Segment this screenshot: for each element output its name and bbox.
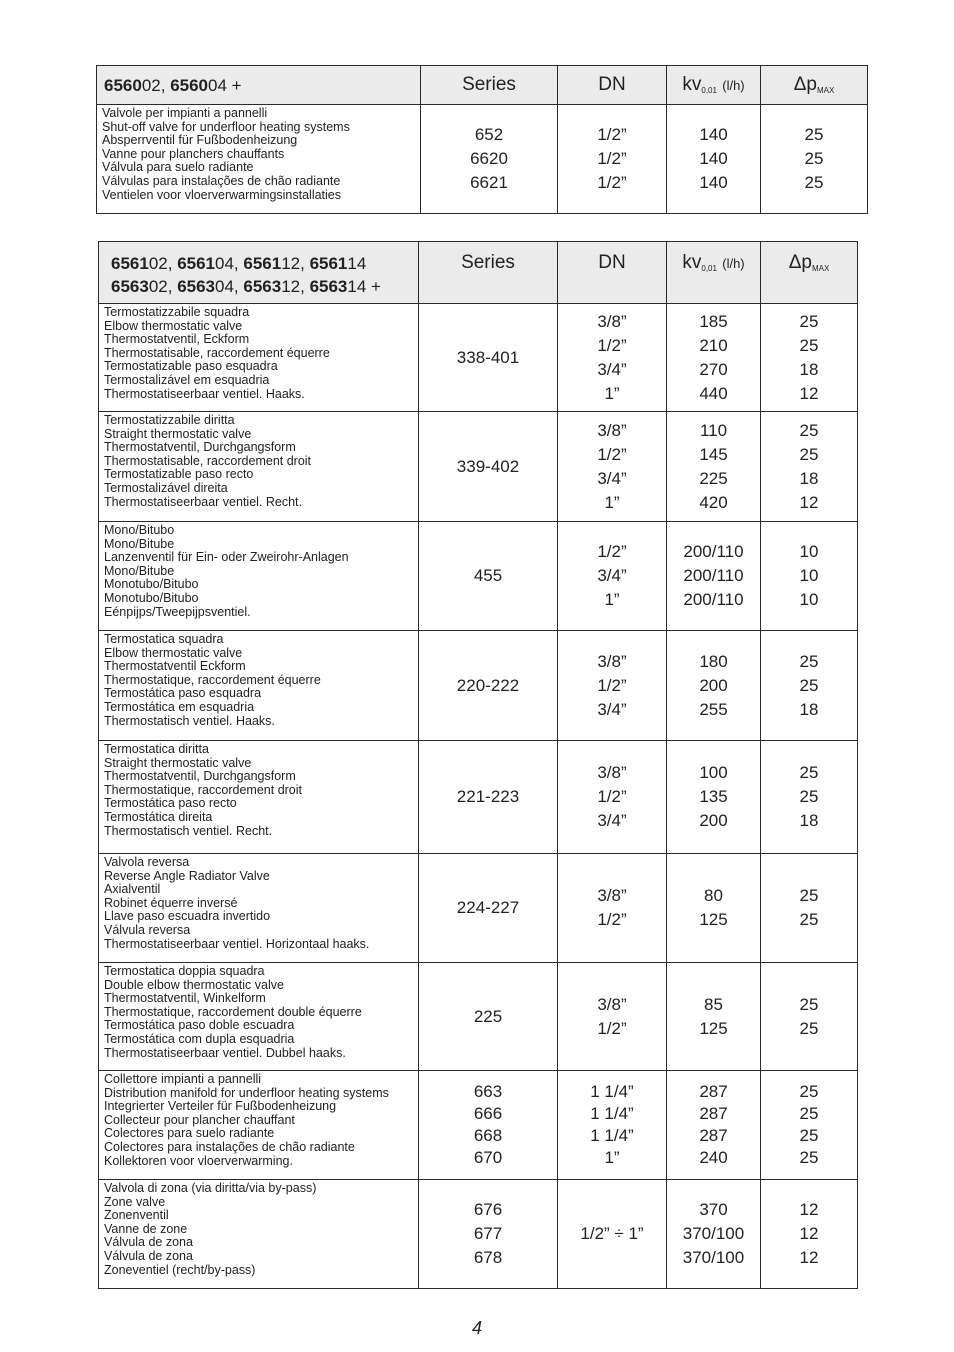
title-code-bold: 6560 xyxy=(104,75,142,95)
title-code-bold: 6563 xyxy=(177,276,216,296)
title-code-bold: 6561 xyxy=(177,253,216,273)
title-code-bold: 6563 xyxy=(243,276,282,296)
table-header-row xyxy=(99,242,858,304)
description-cell-line: Válvula reversa xyxy=(104,922,191,937)
description-cell-line: Zoneventiel (recht/by-pass) xyxy=(104,1262,256,1277)
description-cell xyxy=(99,631,419,741)
description-cell-line: Termostatizzabile diritta xyxy=(104,413,235,427)
dp-cell xyxy=(761,963,858,1071)
dp-cell-line: 25 xyxy=(799,675,819,695)
dn-cell xyxy=(558,105,667,214)
dn-cell-line: 1/2” xyxy=(597,910,627,929)
kv-cell-line: 225 xyxy=(699,468,728,488)
dp-cell-line: 25 xyxy=(799,1104,819,1124)
description-cell xyxy=(99,1180,419,1289)
dp-cell-line: 10 xyxy=(799,566,819,585)
table-title-line-2 xyxy=(111,275,418,298)
dp-header: $\Delta p_{MAX}$ xyxy=(761,66,868,105)
table-6560 xyxy=(96,65,868,214)
description-cell-line: Termostalizável direita xyxy=(104,480,228,495)
description-cell-line: Monotubo/Bitubo xyxy=(104,577,199,592)
description-cell-line: Termostatica diritta xyxy=(104,742,209,756)
description-cell-line: Thermostatique, raccordement double équerre xyxy=(104,1004,362,1019)
table-title xyxy=(97,66,421,105)
title-code-suffix: 14 xyxy=(347,253,367,273)
dp-cell-line: 25 xyxy=(804,125,824,144)
dn-cell-line: 1/2” xyxy=(597,542,627,561)
kv-cell-line: 140 xyxy=(699,125,728,144)
description-cell-line: Elbow thermostatic valve xyxy=(104,318,243,333)
series-cell-line: 6620 xyxy=(470,149,508,168)
kv-cell-line: 80 xyxy=(704,886,723,905)
kv-cell-line: 180 xyxy=(699,651,728,671)
series-cell-line: 225 xyxy=(473,1006,503,1026)
dp-cell xyxy=(761,741,858,854)
dn-cell xyxy=(558,304,667,412)
description-cell-line: Collettore impianti a pannelli xyxy=(104,1072,262,1086)
series-cell-line: 677 xyxy=(473,1224,503,1243)
title-code-bold: 6563 xyxy=(309,276,348,296)
series-cell-line: 455 xyxy=(473,566,503,585)
dp-cell xyxy=(761,105,868,214)
dn-cell xyxy=(558,631,667,741)
dn-cell xyxy=(558,741,667,854)
dn-cell xyxy=(558,1180,667,1289)
kv-cell-line: 287 xyxy=(699,1082,728,1102)
title-code-bold: 6561 xyxy=(309,253,348,273)
dn-cell-line: 1” xyxy=(604,590,620,609)
dn-cell-line: 3/8” xyxy=(597,311,627,331)
dp-cell-line: 25 xyxy=(799,651,819,671)
dp-cell xyxy=(761,854,858,963)
series-cell-line: 221-223 xyxy=(456,787,520,806)
description-cell-line: Thermostatventil, Durchgangsform xyxy=(104,440,296,455)
kv-cell-line: 140 xyxy=(699,149,728,168)
kv-cell xyxy=(667,741,761,854)
description-cell-line: Thermostatisable, raccordement droit xyxy=(104,453,312,468)
description-cell-line: Valvola reversa xyxy=(104,855,190,869)
description-cell-line: Valvola di zona (via diritta/via by-pass) xyxy=(104,1181,317,1195)
dn-cell-line: 3/8” xyxy=(597,420,627,440)
dp-cell-line: 18 xyxy=(799,468,819,488)
dp-cell-line: 25 xyxy=(799,1082,819,1102)
series-cell-line: 666 xyxy=(473,1104,503,1124)
series-cell xyxy=(421,105,558,214)
description-cell-line: Integrierter Verteiler für Fußbodenheizung xyxy=(104,1099,337,1114)
description-cell-line: Mono/Bitubo xyxy=(104,523,175,537)
description-cell-line: Termostática com dupla esquadria xyxy=(104,1031,295,1046)
description-cell xyxy=(99,304,419,412)
description-cell-line: Valvole per impianti a pannelli xyxy=(102,106,268,120)
kv-cell-line: 255 xyxy=(699,699,728,719)
kv-cell xyxy=(667,522,761,631)
description-cell-line: Termostalizável em esquadria xyxy=(104,372,270,387)
kv-header: $kv_{0,01}$ (l/h) xyxy=(667,242,761,304)
kv-cell xyxy=(667,854,761,963)
dp-cell-line: 25 xyxy=(799,444,819,464)
series-cell xyxy=(419,522,558,631)
dn-cell-line: 3/8” xyxy=(597,763,627,782)
table-header-row xyxy=(97,66,868,105)
series-cell-line: 339-402 xyxy=(456,456,520,476)
kv-cell-line: 287 xyxy=(699,1104,728,1124)
description-cell-line: Termostática paso esquadra xyxy=(104,686,262,701)
description-cell-line: Válvula para suelo radiante xyxy=(102,160,254,175)
table-row xyxy=(99,741,858,854)
series-cell xyxy=(419,1180,558,1289)
dn-cell-line: 1/2” xyxy=(597,125,627,144)
title-code-suffix: 02, xyxy=(148,253,178,273)
description-cell-line: Termostática em esquadria xyxy=(104,699,255,714)
kv-cell-line: 287 xyxy=(699,1126,728,1145)
kv-header: $kv_{0,01}$ (l/h) xyxy=(667,66,761,105)
description-cell-line: Termostatizzabile squadra xyxy=(104,305,250,319)
dp-cell-line: 25 xyxy=(799,420,819,440)
table-row xyxy=(99,854,858,963)
description-cell-line: Llave paso escuadra invertido xyxy=(104,909,271,924)
table-body xyxy=(97,105,868,214)
table-6561-6563 xyxy=(98,241,858,1289)
description-cell xyxy=(99,412,419,522)
description-cell-line: Thermostatisable, raccordement équerre xyxy=(104,345,330,360)
dn-cell xyxy=(558,963,667,1071)
series-cell xyxy=(419,741,558,854)
description-cell-line: Absperrventil für Fußbodenheizung xyxy=(102,133,298,148)
description-cell-line: Collecteur pour plancher chauffant xyxy=(104,1112,295,1127)
dn-cell-line: 1/2” xyxy=(597,787,627,806)
dn-cell-line: 1 1/4” xyxy=(590,1104,634,1124)
description-cell-line: Vanne de zone xyxy=(104,1221,188,1236)
table-title xyxy=(99,242,419,304)
kv-cell-line: 125 xyxy=(699,1018,728,1038)
dp-header: $\Delta p_{MAX}$ xyxy=(761,242,858,304)
description-cell-line: Robinet équerre inversé xyxy=(104,895,238,910)
dn-cell-line: 3/8” xyxy=(597,651,627,671)
series-cell-line: 670 xyxy=(473,1147,503,1167)
kv-cell-line: 145 xyxy=(699,444,728,464)
dn-header: DN xyxy=(558,242,667,304)
series-cell-line: 6621 xyxy=(470,173,508,192)
series-cell-line: 220-222 xyxy=(456,675,520,695)
title-code-suffix: 12, xyxy=(281,276,310,296)
series-cell xyxy=(419,1071,558,1180)
dp-cell xyxy=(761,412,858,522)
title-code-bold: 6561 xyxy=(243,253,282,273)
dp-cell-line: 18 xyxy=(799,699,819,719)
title-code-suffix: 14 + xyxy=(347,276,381,296)
dn-cell-line: 3/4” xyxy=(597,811,627,830)
kv-cell-line: 240 xyxy=(699,1147,728,1167)
description-cell-line: Straight thermostatic valve xyxy=(104,426,252,441)
description-cell-line: Termostática paso doble escuadra xyxy=(104,1018,295,1033)
description-cell-line: Ventielen voor vloerverwarmingsinstallaties xyxy=(102,187,342,202)
description-cell-line: Kollektoren voor vloerverwarming. xyxy=(104,1153,293,1168)
kv-cell-line: 125 xyxy=(699,910,728,929)
description-cell-line: Thermostatiseerbaar ventiel. Recht. xyxy=(104,494,303,509)
dn-cell-line: 1/2” ÷ 1” xyxy=(580,1224,644,1243)
description-cell xyxy=(99,522,419,631)
kv-cell-line: 370/100 xyxy=(682,1224,745,1243)
dp-cell-line: 25 xyxy=(804,173,824,192)
dn-cell-line: 1” xyxy=(604,492,620,512)
dp-cell-line: 12 xyxy=(799,1248,819,1267)
dp-cell-line: 25 xyxy=(799,1126,819,1145)
title-code-bold: 6560 xyxy=(170,75,209,95)
description-cell xyxy=(99,1071,419,1180)
description-cell-line: Vanne pour planchers chauffants xyxy=(102,146,285,161)
title-code-suffix: 12, xyxy=(281,253,310,273)
title-code-suffix: 02, xyxy=(148,276,178,296)
dn-cell-line: 1 1/4” xyxy=(590,1126,634,1145)
table-row xyxy=(99,963,858,1071)
dp-cell-line: 12 xyxy=(799,492,819,512)
description-cell-line: Termostática paso recto xyxy=(104,796,237,811)
dn-cell-line: 3/4” xyxy=(597,566,627,585)
description-cell-line: Thermostatisch ventiel. Haaks. xyxy=(104,713,275,728)
dp-cell-line: 25 xyxy=(799,763,819,782)
kv-cell-line: 85 xyxy=(704,994,723,1014)
kv-cell-line: 440 xyxy=(699,383,728,403)
description-cell xyxy=(99,741,419,854)
description-cell-line: Thermostatique, raccordement équerre xyxy=(104,672,321,687)
kv-cell-line: 100 xyxy=(699,763,728,782)
description-cell-line: Colectores para suelo radiante xyxy=(104,1126,275,1141)
description-cell-line: Thermostatiseerbaar ventiel. Haaks. xyxy=(104,386,305,401)
dn-cell-line: 3/4” xyxy=(597,468,627,488)
description-cell-line: Thermostatventil Eckform xyxy=(104,659,246,674)
dn-cell xyxy=(558,522,667,631)
series-cell xyxy=(419,304,558,412)
kv-cell-line: 270 xyxy=(699,359,728,379)
dp-cell-line: 10 xyxy=(799,542,819,561)
dp-cell-line: 25 xyxy=(799,311,819,331)
dp-cell-line: 25 xyxy=(804,149,824,168)
description-cell-line: Thermostatiseerbaar ventiel. Horizontaal haaks. xyxy=(104,936,370,951)
dp-cell-line: 25 xyxy=(799,1018,819,1038)
kv-cell xyxy=(667,412,761,522)
dn-cell-line: 1 1/4” xyxy=(590,1082,634,1102)
dp-cell xyxy=(761,522,858,631)
kv-cell-line: 200 xyxy=(699,675,728,695)
kv-cell-line: 370/100 xyxy=(682,1248,745,1267)
description-cell-line: Monotubo/Bitubo xyxy=(104,590,199,605)
kv-cell-line: 200/110 xyxy=(683,542,744,561)
description-cell-line: Lanzenventil für Ein- oder Zweirohr-Anlagen xyxy=(104,550,349,565)
dn-cell-line: 1/2” xyxy=(597,1018,627,1038)
dp-cell xyxy=(761,631,858,741)
description-cell-line: Mono/Bitube xyxy=(104,536,175,551)
table-row xyxy=(99,1180,858,1289)
table-title-text xyxy=(104,76,242,95)
kv-cell xyxy=(667,1071,761,1180)
page-number: 4 xyxy=(471,1318,482,1338)
kv-cell-line: 185 xyxy=(699,311,728,331)
series-cell-line: 652 xyxy=(474,125,504,144)
title-code-suffix: 02, xyxy=(141,75,171,95)
description-cell-line: Válvula de zona xyxy=(104,1235,193,1250)
series-cell xyxy=(419,631,558,741)
description-cell-line: Thermostatventil, Winkelform xyxy=(104,991,266,1006)
dn-cell-line: 3/8” xyxy=(597,994,627,1014)
dp-cell-line: 25 xyxy=(799,335,819,355)
dp-cell-line: 25 xyxy=(799,787,819,806)
series-cell-line: 668 xyxy=(473,1126,503,1145)
description-cell-line: Distribution manifold for underfloor heating systems xyxy=(104,1085,389,1100)
table-row xyxy=(99,304,858,412)
description-cell-line: Termostática direita xyxy=(104,809,213,824)
description-cell-line: Thermostatventil, Eckform xyxy=(104,332,250,347)
kv-cell-line: 135 xyxy=(699,787,728,806)
table-row xyxy=(99,412,858,522)
description-cell xyxy=(97,105,421,214)
dp-cell-line: 18 xyxy=(799,811,819,830)
kv-cell-line: 200/110 xyxy=(683,566,744,585)
dp-cell-line: 12 xyxy=(799,1224,819,1243)
description-cell-line: Shut-off valve for underfloor heating systems xyxy=(102,119,350,134)
description-cell-line: Zone valve xyxy=(104,1194,166,1209)
title-code-bold: 6561 xyxy=(111,253,149,273)
description-cell-line: Eénpijps/Tweepijpsventiel. xyxy=(104,604,251,619)
kv-cell-line: 200 xyxy=(699,811,728,830)
kv-cell-line: 110 xyxy=(699,420,728,440)
description-cell-line: Thermostatisch ventiel. Recht. xyxy=(104,823,273,838)
series-cell-line: 676 xyxy=(473,1200,503,1219)
dn-cell-line: 1/2” xyxy=(597,335,627,355)
table-body xyxy=(99,304,858,1289)
series-cell-line: 678 xyxy=(473,1248,503,1267)
description-cell-line: Termostatizable paso recto xyxy=(104,467,254,482)
dp-cell-line: 10 xyxy=(799,590,819,609)
dn-cell-line: 1/2” xyxy=(597,444,627,464)
table-row xyxy=(99,522,858,631)
dn-cell-line: 3/4” xyxy=(597,699,627,719)
description-cell-line: Termostatica squadra xyxy=(104,632,224,646)
description-cell-line: Elbow thermostatic valve xyxy=(104,645,243,660)
dn-cell xyxy=(558,412,667,522)
description-cell-line: Zonenventil xyxy=(104,1208,169,1223)
dn-cell-line: 1/2” xyxy=(597,173,627,192)
dn-cell xyxy=(558,1071,667,1180)
kv-cell-line: 200/110 xyxy=(683,590,744,609)
kv-cell-line: 140 xyxy=(699,173,728,192)
description-cell xyxy=(99,963,419,1071)
description-cell-line: Thermostatiseerbaar ventiel. Dubbel haaks. xyxy=(104,1045,346,1060)
dn-header: DN xyxy=(558,66,667,105)
series-cell-line: 338-401 xyxy=(456,347,520,367)
dn-cell-line: 3/4” xyxy=(597,359,627,379)
title-code-suffix: 04, xyxy=(215,253,244,273)
kv-cell xyxy=(667,304,761,412)
description-cell-line: Colectores para instalações de chão radiante xyxy=(104,1139,355,1154)
description-cell-line: Double elbow thermostatic valve xyxy=(104,977,284,992)
description-cell-line: Reverse Angle Radiator Valve xyxy=(104,868,270,883)
description-cell-line: Thermostatique, raccordement droit xyxy=(104,782,303,797)
series-cell xyxy=(419,854,558,963)
dn-cell-line: 3/8” xyxy=(597,886,627,905)
dp-cell xyxy=(761,1180,858,1289)
series-cell-line: 663 xyxy=(473,1082,503,1102)
dp-cell xyxy=(761,1071,858,1180)
kv-cell xyxy=(667,963,761,1071)
kv-cell-line: 370 xyxy=(699,1200,728,1219)
series-cell xyxy=(419,963,558,1071)
table-row xyxy=(99,1071,858,1180)
dn-cell-line: 1” xyxy=(604,1147,620,1167)
title-code-suffix: 04 + xyxy=(208,75,242,95)
description-cell-line: Válvula de zona xyxy=(104,1248,193,1263)
description-cell-line: Termostatica doppia squadra xyxy=(104,964,265,978)
dp-cell-line: 25 xyxy=(799,886,819,905)
kv-cell-line: 210 xyxy=(699,335,728,355)
dp-cell-line: 25 xyxy=(799,1147,819,1167)
kv-cell-line: 420 xyxy=(699,492,728,512)
dn-cell xyxy=(558,854,667,963)
dp-cell xyxy=(761,304,858,412)
title-code-suffix: 04, xyxy=(215,276,244,296)
dp-cell-line: 18 xyxy=(799,359,819,379)
description-cell-line: Mono/Bitube xyxy=(104,563,175,578)
table-row xyxy=(97,105,868,214)
dn-cell-line: 1” xyxy=(604,383,620,403)
title-code-bold: 6563 xyxy=(111,276,149,296)
dn-cell-line: 1/2” xyxy=(597,149,627,168)
dp-cell-line: 25 xyxy=(799,994,819,1014)
series-header: Series xyxy=(419,242,558,304)
series-header: Series xyxy=(421,66,558,105)
kv-cell xyxy=(667,1180,761,1289)
table-title-line-1 xyxy=(111,252,418,275)
dp-cell-line: 25 xyxy=(799,910,819,929)
dn-cell-line: 1/2” xyxy=(597,675,627,695)
series-cell-line: 224-227 xyxy=(456,898,520,917)
series-cell xyxy=(419,412,558,522)
dp-cell-line: 12 xyxy=(799,383,819,403)
dp-cell-line: 12 xyxy=(799,1200,819,1219)
kv-cell xyxy=(667,105,761,214)
description-cell-line: Axialventil xyxy=(104,882,161,897)
description-cell-line: Válvulas para instalações de chão radiante xyxy=(102,173,341,188)
description-cell xyxy=(99,854,419,963)
description-cell-line: Thermostatventil, Durchgangsform xyxy=(104,769,296,784)
description-cell-line: Straight thermostatic valve xyxy=(104,755,252,770)
description-cell-line: Termostatizable paso esquadra xyxy=(104,359,278,374)
table-row xyxy=(99,631,858,741)
kv-cell xyxy=(667,631,761,741)
